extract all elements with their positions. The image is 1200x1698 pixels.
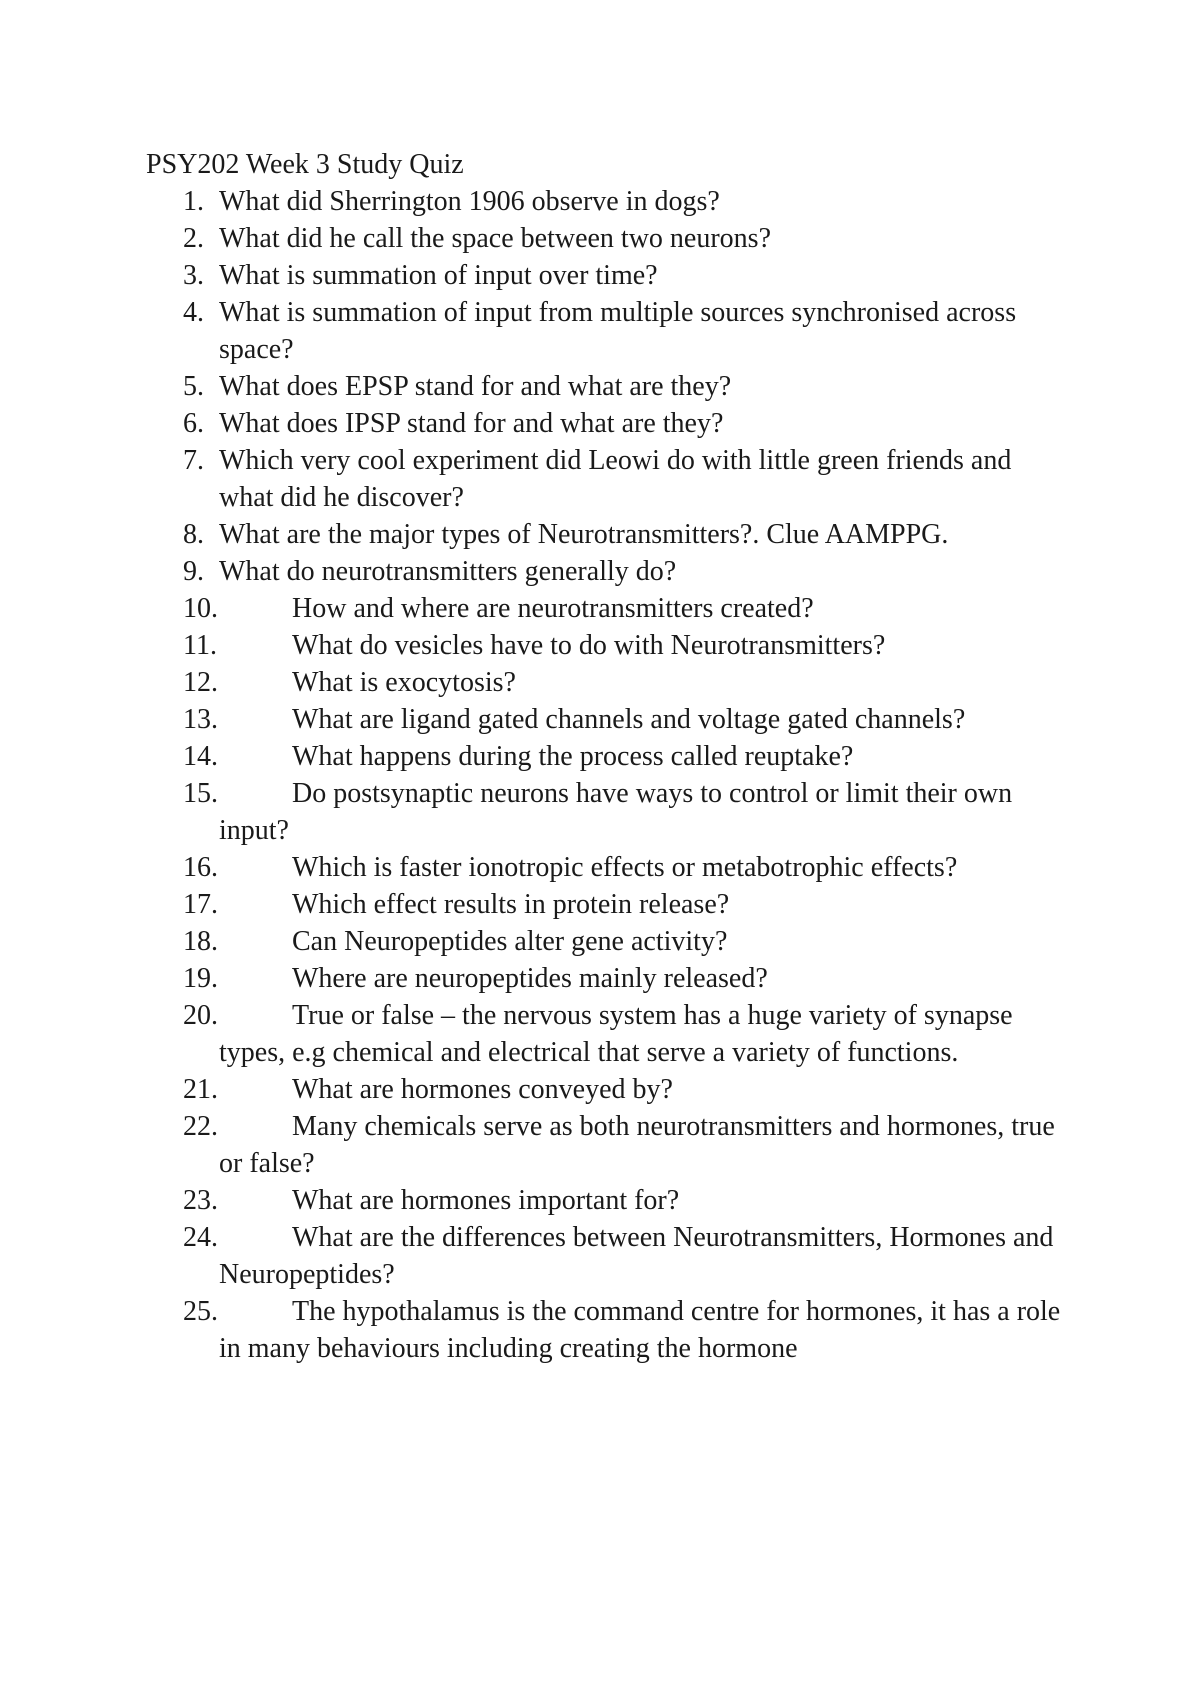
question-number: 1. <box>183 186 204 217</box>
question-number: 7. <box>183 445 204 476</box>
question-number: 10. <box>183 593 218 624</box>
document-title: PSY202 Week 3 Study Quiz <box>146 149 464 180</box>
question-number: 14. <box>183 741 218 772</box>
question-number: 13. <box>183 704 218 735</box>
question-item <box>146 590 1066 627</box>
question-text: What is summation of input over time? <box>219 260 658 291</box>
question-item <box>146 664 1066 701</box>
question-number: 4. <box>183 297 204 328</box>
question-number: 3. <box>183 260 204 291</box>
question-text: How and where are neurotransmitters created? <box>292 593 814 624</box>
question-text: What are the major types of Neurotransmitters?. Clue AAMPPG. <box>219 519 949 550</box>
question-text: Many chemicals serve as both neurotransmitters and hormones, true or false? <box>219 1111 1055 1179</box>
question-item <box>146 220 1066 257</box>
question-text: Which is faster ionotropic effects or metabotrophic effects? <box>292 852 958 883</box>
question-text: What do neurotransmitters generally do? <box>219 556 677 587</box>
question-number: 17. <box>183 889 218 920</box>
question-text: Which effect results in protein release? <box>292 889 730 920</box>
question-item <box>146 1219 1066 1293</box>
question-text: What do vesicles have to do with Neurotransmitters? <box>292 630 886 661</box>
question-number: 15. <box>183 778 218 809</box>
question-item <box>146 257 1066 294</box>
question-item <box>146 627 1066 664</box>
question-number: 9. <box>183 556 204 587</box>
question-item <box>146 1293 1066 1367</box>
question-text: True or false – the nervous system has a huge variety of synapse types, e.g chemical and electrical that serve a variety of functions. <box>219 1000 1013 1068</box>
question-item <box>146 849 1066 886</box>
question-number: 25. <box>183 1296 218 1327</box>
question-list <box>146 183 1066 1367</box>
question-number: 19. <box>183 963 218 994</box>
question-item <box>146 1071 1066 1108</box>
question-item <box>146 294 1066 368</box>
question-text: Where are neuropeptides mainly released? <box>292 963 768 994</box>
question-text: What are the differences between Neurotransmitters, Hormones and Neuropeptides? <box>219 1222 1054 1290</box>
question-number: 18. <box>183 926 218 957</box>
question-text: What did Sherrington 1906 observe in dogs? <box>219 186 720 217</box>
question-item <box>146 1182 1066 1219</box>
question-item <box>146 923 1066 960</box>
question-text: What is summation of input from multiple sources synchronised across space? <box>219 297 1017 365</box>
question-item <box>146 553 1066 590</box>
question-text: What did he call the space between two neurons? <box>219 223 772 254</box>
question-item <box>146 960 1066 997</box>
question-text: What does IPSP stand for and what are they? <box>219 408 724 439</box>
question-text: Can Neuropeptides alter gene activity? <box>292 926 728 957</box>
question-number: 21. <box>183 1074 218 1105</box>
question-number: 11. <box>183 630 217 661</box>
question-text: What are ligand gated channels and voltage gated channels? <box>292 704 966 735</box>
question-text: What happens during the process called reuptake? <box>292 741 854 772</box>
question-text: What are hormones conveyed by? <box>292 1074 673 1105</box>
question-text: What are hormones important for? <box>292 1185 680 1216</box>
question-item <box>146 183 1066 220</box>
question-text: The hypothalamus is the command centre for hormones, it has a role in many behaviours including creating the hormone <box>219 1296 1061 1364</box>
question-text: Which very cool experiment did Leowi do with little green friends and what did he discover? <box>219 445 1012 513</box>
question-item <box>146 405 1066 442</box>
question-text: Do postsynaptic neurons have ways to control or limit their own input? <box>219 778 1013 846</box>
question-item <box>146 886 1066 923</box>
question-item <box>146 997 1066 1071</box>
question-item <box>146 775 1066 849</box>
question-number: 5. <box>183 371 204 402</box>
question-text: What does EPSP stand for and what are they? <box>219 371 732 402</box>
question-item <box>146 516 1066 553</box>
question-number: 20. <box>183 1000 218 1031</box>
question-number: 6. <box>183 408 204 439</box>
question-number: 8. <box>183 519 204 550</box>
question-number: 24. <box>183 1222 218 1253</box>
question-number: 2. <box>183 223 204 254</box>
question-item <box>146 701 1066 738</box>
question-item <box>146 368 1066 405</box>
question-item <box>146 738 1066 775</box>
question-number: 12. <box>183 667 218 698</box>
document-body <box>146 146 1066 1367</box>
question-number: 22. <box>183 1111 218 1142</box>
question-number: 23. <box>183 1185 218 1216</box>
question-text: What is exocytosis? <box>292 667 516 698</box>
question-number: 16. <box>183 852 218 883</box>
question-item <box>146 442 1066 516</box>
question-item <box>146 1108 1066 1182</box>
